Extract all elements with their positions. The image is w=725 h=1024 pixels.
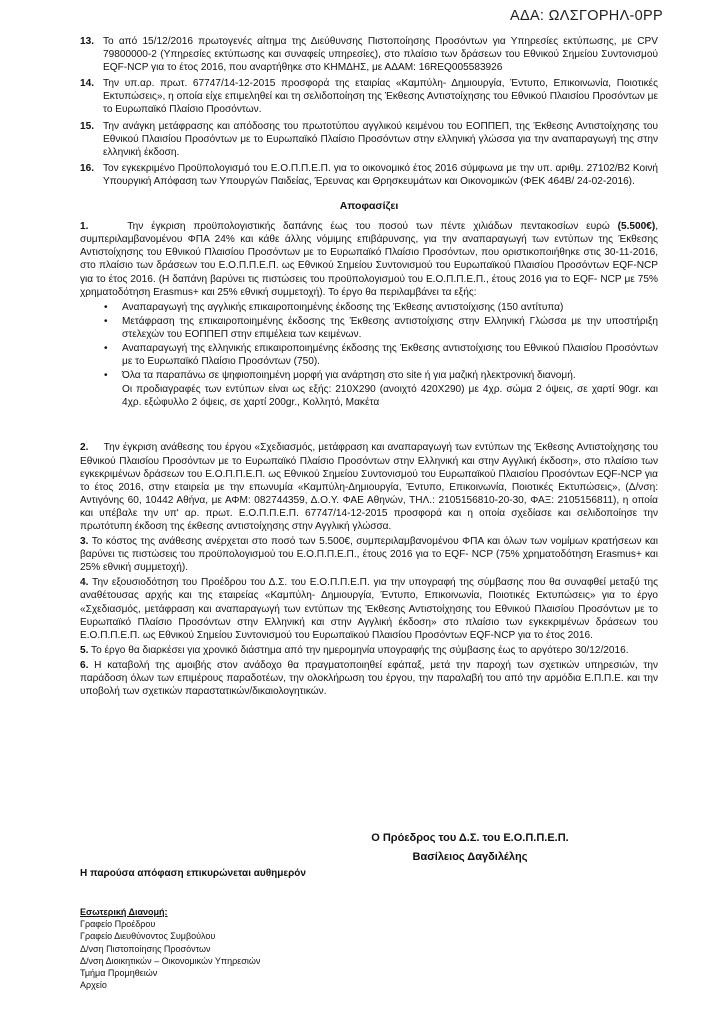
bullet-icon: •	[104, 342, 108, 354]
budget-amount: (5.500€)	[617, 221, 656, 233]
considerations-list	[80, 35, 658, 188]
signature-title: Ο Πρόεδρος του Δ.Σ. του Ε.Ο.Π.Π.Ε.Π.	[371, 832, 569, 844]
item-text: Την υπ.αρ. πρωτ. 67747/14-12-2015 προσφορά της εταιρίας «Καμπύλη- Δημιουργία, Έντυπο, Επικοινωνία, Ποιοτικές Εκτυπώσεις», η οποία είχε επιμεληθεί και τη σελιδοποίηση της Έκθεσης Αντιστοίχησης του Εθνικού Πλαισίου Προσόντων με το Ευρωπαϊκό Πλαίσιο Προσόντων.	[103, 78, 658, 116]
list-item: • Αναπαραγωγή της αγγλικής επικαιροποιημένης έκδοσης της Έκθεσης αντιστοίχισης (150 αντίτυπα)	[104, 301, 564, 313]
paragraph-number: 4.	[80, 577, 89, 589]
paragraph-text-continued: , συμπεριλαμβανομένου ΦΠΑ 24% και κάθε άλλης νόμιμης επιβάρυνσης, για την αναπαραγωγή των εντύπων της Έκθεσης Αντιστοίχησης του Εθνικού Πλαισίου Προσόντων με το Ευρωπαϊκό Πλαίσιο Προσόντων, που οριστικοποιήθηκε στις 30-11-2016, στο πλαίσιο των δράσεων του Ε.Ο.Π.Π.Ε.Π. ως Εθνικού Σημείου Συντονισμού του Ευρωπαϊκού Πλαισίου Προσόντων EQF-NCP για το έτος 2016. (Η δαπάνη βαρύνει τις πιστώσεις του προϋπολογισμού του Ε.Ο.Π.Π.Ε.Π., έτους 2016 για το EQF- NCP με 75% χρηματοδότηση Erasmus+ και 25% εθνική συμμετοχή). Το έργο θα περιλαμβάνει τα εξής:	[80, 221, 659, 298]
list-item: Αρχείο	[80, 980, 107, 991]
paragraph-text: Το έργο θα διαρκέσει για χρονικό διάστημα από την ημερομηνία υπογραφής της σύμβασης έως το αργότερο 30/12/2016.	[91, 644, 629, 656]
paragraph-number: 5.	[80, 644, 89, 656]
decision-paragraph-4	[80, 576, 658, 641]
item-number: 15.	[80, 120, 95, 132]
bullet-icon: •	[104, 301, 108, 313]
list-item: Τμήμα Προμηθειών	[80, 968, 158, 979]
list-item: • Μετάφραση της επικαιροποιημένης έκδοσης της Έκθεσης αντιστοίχισης στην Ελληνική Γλώσσα με την υποστήριξη στελεχών του ΕΟΠΠΕΠ στην επιμέλεια των κειμένων.	[104, 315, 658, 340]
decision-paragraph-3	[80, 535, 658, 574]
signature-name: Βασίλειος Δαγδιλέλης	[412, 851, 528, 863]
internal-distribution	[80, 906, 260, 991]
consideration-item	[80, 162, 658, 188]
decision-heading: Αποφασίζει	[339, 200, 399, 213]
decision-paragraph-1	[80, 220, 658, 299]
bullet-icon: •	[104, 370, 108, 382]
list-item: • Αναπαραγωγή της ελληνικής επικαιροποιημένης έκδοσης της Έκθεσης αντιστοίχισης του Εθνικού Πλαισίου Προσόντων με το Ευρωπαϊκό Πλαίσιο Προσόντων (750).	[104, 342, 658, 368]
deliverables-list	[80, 301, 658, 383]
paragraph-number: 2.	[80, 442, 89, 454]
item-text: Τον εγκεκριμένο Προϋπολογισμό του Ε.Ο.Π.Π.Ε.Π. για το οικονομικό έτος 2016 σύμφωνα με την υπ. αριθμ. 27102/Β2 Κοινή Υπουργική Απόφαση των Υπουργών Παιδείας, Έρευνας και Θρησκευμάτων και Οικονομικών (ΦΕΚ 464Β/ 24-02-2016).	[103, 162, 658, 187]
consideration-item	[80, 77, 658, 116]
decision-paragraph-5	[80, 644, 658, 657]
decision-paragraph-2	[80, 441, 658, 533]
paragraph-text: Την έγκριση προϋπολογιστικής δαπάνης έως του ποσού των πέντε χιλιάδων πεντακοσίων ευρώ	[127, 221, 618, 233]
list-item: Δ/νση Πιστοποίησης Προσόντων	[80, 943, 211, 954]
item-text: Την ανάγκη μετάφρασης και απόδοσης του πρωτοτύπου αγγλικού κειμένου του ΕΟΠΠΕΠ, της Έκθεσης Αντιστοίχησης του Εθνικού Πλαισίου Προσόντων με το Ευρωπαϊκό Πλαίσιο Προσόντων στην ελληνική γλώσσα για την αναπαραγωγή της στην ελληνική έκδοση.	[103, 120, 658, 158]
item-text: Το από 15/12/2016 πρωτογενές αίτημα της Διεύθυνσης Πιστοποίησης Προσόντων για Υπηρεσίες εκτύπωσης, με CPV 79800000-2 (Υπηρεσίες εκτύπωσης και συναφείς υπηρεσίες), στο πλαίσιο των δράσεων του Εθνικού Σημείου Συντονισμού EQF-NCP για το έτος 2016, που αναρτήθηκε στο ΚΗΜΔΗΣ, με ΑΔΑΜ: 16REQ005583926	[103, 36, 658, 74]
decision-paragraph-6	[80, 659, 658, 698]
list-item: Δ/νση Διοικητικών – Οικονομικών Υπηρεσιών	[80, 955, 261, 966]
consideration-item	[80, 120, 658, 159]
confirmation-note: Η παρούσα απόφαση επικυρώνεται αυθημερόν	[80, 868, 306, 879]
list-item: Γραφείο Διευθύνοντος Συμβούλου	[80, 931, 216, 942]
list-item: • Όλα τα παραπάνω σε ψηφιοποιημένη μορφή για ανάρτηση στο site ή για μαζική ηλεκτρονική διανομή.	[104, 370, 576, 382]
paragraph-text: Η καταβολή της αμοιβής στον ανάδοχο θα πραγματοποιηθεί εφάπαξ, μετά την παροχή των σχετικών υπηρεσιών, την παράδοση όλων των επιμέρους παραδοτέων, την ολοκλήρωση του έργου, την παραλαβή του από την αρμόδια Ε.Π.Π.Ε. και την υποβολή των σχετικών παραστατικών/δικαιολογητικών.	[80, 659, 659, 698]
paragraph-text: Το κόστος της ανάθεσης ανέρχεται στο ποσό των 5.500€, συμπεριλαμβανομένου ΦΠΑ και όλων των νομίμων κρατήσεων και βαρύνει τις πιστώσεις του προϋπολογισμού του Ε.Ο.Π.Π.Ε.Π., έτους 2016 για το EQF- NCP (75% χρηματοδότηση Erasmus+ και 25% εθνική συμμετοχή).	[80, 536, 658, 574]
spacer	[80, 409, 658, 441]
paragraph-number: 6.	[80, 659, 89, 671]
paragraph-text: Την εξουσιοδότηση του Προέδρου του Δ.Σ. του Ε.Ο.Π.Π.Ε.Π. για την υπογραφή της σύμβασης που θα συναφθεί μεταξύ της αναθέτουσας αρχής και της εταιρείας «Καμπύλη- Δημιουργία, Έντυπο, Επικοινωνία, Ποιοτικές Εκτυπώσεις» για το έργο «Σχεδιασμός, μετάφραση και αναπαραγωγή των εντύπων της Έκθεσης Αντιστοίχησης του Εθνικού Πλαισίου Προσόντων με το Ευρωπαϊκό Πλαίσιο Προσόντων στην Ελληνική και στην Αγγλική έκδοση» στο πλαίσιο των εγκεκριμένων δράσεων του Ε.Ο.Π.Π.Ε.Π. ως Εθνικού Σημείου Συντονισμού του Ευρωπαϊκού Πλαισίου Προσόντων EQF-NCP για το έτος 2016.	[80, 577, 658, 641]
distribution-title: Εσωτερική Διανομή:	[80, 907, 168, 917]
bullet-icon: •	[104, 315, 108, 327]
paragraph-number: 1.	[80, 221, 89, 233]
paragraph-number: 3.	[80, 536, 89, 548]
item-number: 16.	[80, 162, 95, 174]
consideration-item	[80, 35, 658, 74]
item-number: 13.	[80, 36, 95, 47]
item-number: 14.	[80, 78, 95, 90]
print-specifications: Οι προδιαγραφές των εντύπων είναι ως εξής: 210Χ290 (ανοιχτό 420Χ290) με 4χρ. σώμα 2 όψεις, σε χαρτί 90gr. και 4χρ. εξώφυλλο 2 όψεις, σε χαρτί 200gr., Κολλητό, Μακέτα	[122, 384, 658, 409]
list-item: Γραφείο Προέδρου	[80, 919, 156, 930]
paragraph-text: Την έγκριση ανάθεσης του έργου «Σχεδιασμός, μετάφραση και αναπαραγωγή των εντύπων της Έκθεσης Αντιστοίχησης του Εθνικού Πλαισίου Προσόντων με το Ευρωπαϊκό Πλαίσιο Προσόντων στην Ελληνική και στην Αγγλική έκδοση», στο πλαίσιο των εγκεκριμένων δράσεων του Ε.Ο.Π.Π.Ε.Π. ως Εθνικού Σημείου Συντονισμού του Ευρωπαϊκού Πλαισίου Προσόντων EQF-NCP για το έτος 2016, στην εταιρεία με την επωνυμία «Καμπύλη-Δημιουργία, Έντυπο, Επικοινωνία, Ποιοτικές Εκτυπώσεις», (Δ/νση: Αντιγόνης 60, 10442 Αθήνα, με ΑΦΜ: 082744359, Δ.Ο.Υ. ΦΑΕ Αθηνών, ΤΗΛ.: 2105156810-20-30, ΦΑΞ: 2105156811), η οποία και υπέβαλε την υπ' αρ. πρωτ. Ε.Ο.Π.Π.Ε.Π. 67747/14-12-2015 προσφορά και η οποία σχεδίασε και σελιδοποίησε την πρωτότυπη έκδοση της έκθεσης αντιστοίχησης στην Αγγλική γλώσσα.	[80, 442, 658, 532]
document-body	[80, 35, 658, 700]
ada-code: ΑΔΑ: ΩΛΣΓΟΡΗΛ-0ΡΡ	[509, 8, 663, 24]
